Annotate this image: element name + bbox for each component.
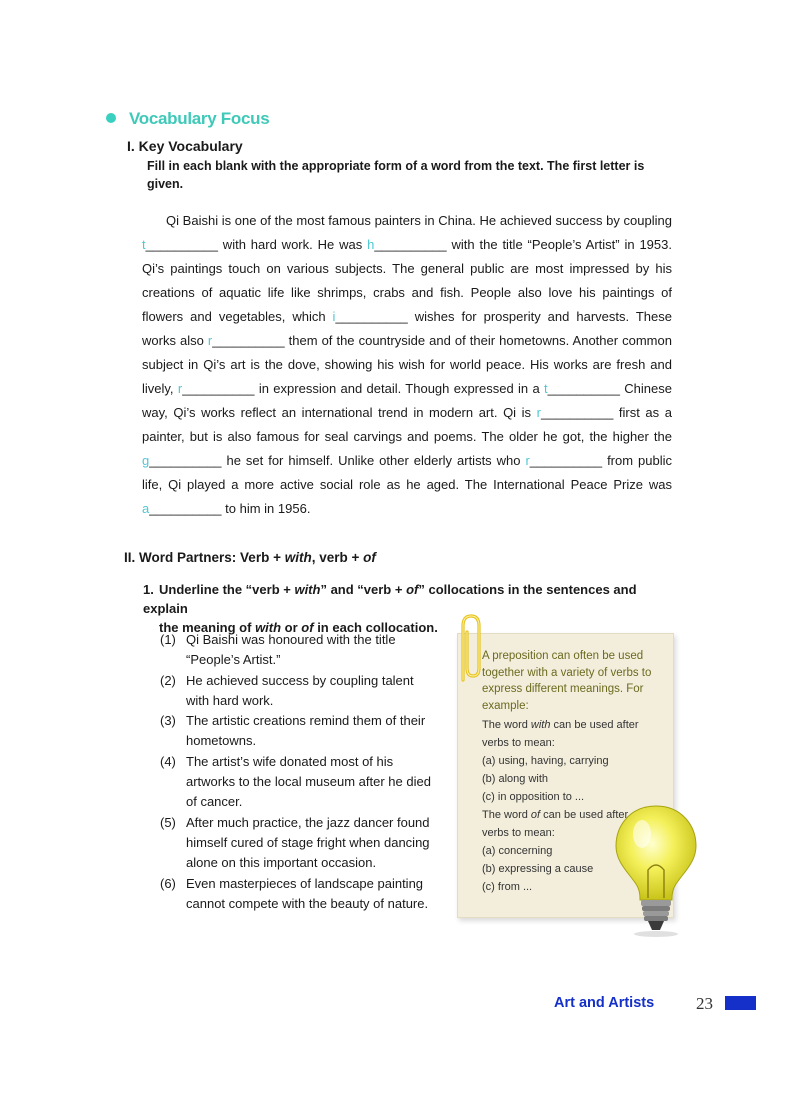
- blank-letter: r: [536, 405, 541, 420]
- key-vocabulary-instruction: Fill in each blank with the appropriate form of a word from the text. The first letter is given.: [147, 159, 645, 191]
- fill-blank-9[interactable]: [525, 453, 602, 468]
- fill-blank-2[interactable]: [367, 237, 447, 252]
- question-number: 1.: [143, 582, 154, 597]
- heading-number: II.: [124, 550, 136, 565]
- passage-text: Chinese way, Qi’s works reflect an international trend in modern art. Qi is: [142, 381, 672, 420]
- sentence-item: [160, 874, 440, 915]
- sentence-text[interactable]: Even masterpieces of landscape painting cannot compete with the beauty of nature.: [186, 875, 429, 911]
- question-text: or: [281, 620, 302, 635]
- fill-blank-7[interactable]: [537, 405, 614, 420]
- note-intro: A preposition can often be used together with a variety of verbs to express different meanings. For example:: [482, 650, 652, 712]
- sentence-text[interactable]: He achieved success by coupling talent with hard work.: [186, 672, 414, 708]
- heading-text: Word Partners: Verb +: [139, 550, 285, 565]
- sentence-item: [160, 711, 440, 752]
- note-text: can be used after: [550, 719, 639, 731]
- note-text: The word: [482, 809, 531, 821]
- chapter-title: Art and Artists: [554, 995, 655, 1011]
- note-with-line: [482, 716, 662, 734]
- heading-with: with: [284, 550, 312, 565]
- fill-blank-8[interactable]: [142, 453, 222, 468]
- sentence-item: [160, 630, 440, 671]
- blank-line: __________: [529, 453, 603, 468]
- question-text: in each collocation.: [313, 620, 438, 635]
- page-number: 23: [696, 994, 713, 1013]
- blank-line: __________: [335, 309, 408, 324]
- blank-line: __________: [547, 381, 620, 396]
- question-1: [143, 580, 673, 637]
- page-marker: [725, 996, 756, 1010]
- fill-blank-6[interactable]: [544, 381, 620, 396]
- blank-letter: i: [332, 309, 336, 324]
- question-with: with: [294, 582, 321, 597]
- blank-letter: h: [367, 237, 375, 252]
- passage-text: first as a painter, but is also famous for seal carvings and poems. The older he got, the higher the: [142, 405, 672, 444]
- section-title: Vocabulary Focus: [129, 109, 270, 128]
- sentence-number: (3): [160, 713, 176, 729]
- sentence-text[interactable]: The artist’s wife donated most of his artworks to the local museum after he died of cancer.: [186, 753, 431, 810]
- sentence-number: (5): [160, 814, 176, 830]
- question-text: Underline the “verb +: [159, 582, 295, 597]
- key-vocabulary-heading: I. Key Vocabulary: [127, 138, 243, 154]
- question-of: of: [406, 582, 419, 597]
- sentence-text[interactable]: After much practice, the jazz dancer found himself cured of stage fright when dancing alone on this important occasion.: [186, 814, 430, 871]
- blank-line: __________: [149, 453, 222, 468]
- note-with-word: with: [530, 719, 551, 731]
- blank-line: __________: [212, 333, 285, 348]
- fill-blank-4[interactable]: [208, 333, 285, 348]
- sentence-number: (2): [160, 672, 176, 688]
- question-with: with: [255, 620, 282, 635]
- blank-letter: g: [142, 453, 150, 468]
- passage-text: from public life, Qi played a more active social role as he aged. The International Peace Prize was: [142, 453, 672, 492]
- heading-of: of: [363, 550, 376, 565]
- blank-letter: r: [525, 453, 530, 468]
- passage-paragraph: [142, 209, 672, 521]
- passage-text: them of the countryside and of their hometowns. Another common subject in Qi’s art is the dove, showing his wish for world peace. His works are fresh and lively,: [142, 333, 672, 396]
- blank-letter: a: [142, 501, 150, 516]
- light-bulb-icon: [608, 800, 704, 940]
- sentence-number: (4): [160, 753, 176, 769]
- blank-line: __________: [182, 381, 255, 396]
- note-list-item: (a) concerning: [482, 845, 553, 857]
- passage-text: with the title “People’s Artist” in 1953. Qi’s paintings touch on various subjects. The general public are most impressed by his creations of aquatic life like shrimps, crabs and fish. People also love his paintings of flowers and vegetables, which: [142, 237, 672, 324]
- sentence-number: (1): [160, 632, 176, 647]
- blank-letter: t: [544, 381, 548, 396]
- note-list-item: (b) expressing a cause: [482, 863, 594, 875]
- section-bullet: [106, 113, 116, 123]
- blank-line: __________: [541, 405, 614, 420]
- blank-line: __________: [374, 237, 447, 252]
- passage-text: he set for himself. Unlike other elderly artists who: [221, 453, 526, 468]
- paperclip-icon: [449, 610, 489, 690]
- heading-text: , verb +: [311, 550, 364, 565]
- blank-letter: r: [177, 381, 183, 396]
- sentence-item: [160, 752, 440, 813]
- blank-line: __________: [149, 501, 222, 516]
- sentence-item: [160, 813, 440, 874]
- sentence-text[interactable]: The artistic creations remind them of their hometowns.: [186, 713, 426, 749]
- question-text: ” collocations in the sentences and explain: [143, 582, 637, 616]
- sentence-text[interactable]: Qi Baishi was honoured with the title “People’s Artist.”: [186, 632, 396, 668]
- passage-text: wishes for prosperity and harvests. These works also: [142, 309, 672, 348]
- fill-blank-10[interactable]: [142, 501, 222, 516]
- fill-blank-5[interactable]: [178, 381, 255, 396]
- passage-text: in expression and detail. Though expressed in a: [254, 381, 545, 396]
- sentence-list: [160, 630, 440, 914]
- note-text: verbs to mean:: [482, 827, 555, 839]
- question-line-1: [143, 580, 673, 618]
- blank-letter: r: [207, 333, 213, 348]
- question-text: the meaning of: [159, 620, 256, 635]
- fill-blank-1[interactable]: [142, 237, 218, 252]
- passage-text: with hard work. He was: [217, 237, 368, 252]
- question-of: of: [301, 620, 314, 635]
- word-partners-heading: [124, 550, 376, 565]
- note-of-word: of: [530, 809, 541, 821]
- note-text: The word: [482, 719, 531, 731]
- note-list-item: (b) along with: [482, 773, 549, 785]
- note-text: can be used after: [540, 809, 629, 821]
- blank-letter: t: [142, 237, 146, 252]
- note-list-item: (a) using, having, carrying: [482, 755, 609, 767]
- passage: [142, 209, 672, 521]
- question-text: ” and “verb +: [320, 582, 407, 597]
- sentence-item: [160, 671, 440, 712]
- note-list-item: (c) in opposition to ...: [482, 791, 585, 803]
- note-list-item: (c) from ...: [482, 881, 533, 893]
- fill-blank-3[interactable]: [333, 309, 408, 324]
- note-text: verbs to mean:: [482, 737, 555, 749]
- passage-text: Qi Baishi is one of the most famous painters in China. He achieved success by coupling: [166, 213, 672, 228]
- sentence-number: (6): [160, 875, 176, 891]
- blank-line: __________: [145, 237, 218, 252]
- passage-text: to him in 1956.: [221, 501, 311, 516]
